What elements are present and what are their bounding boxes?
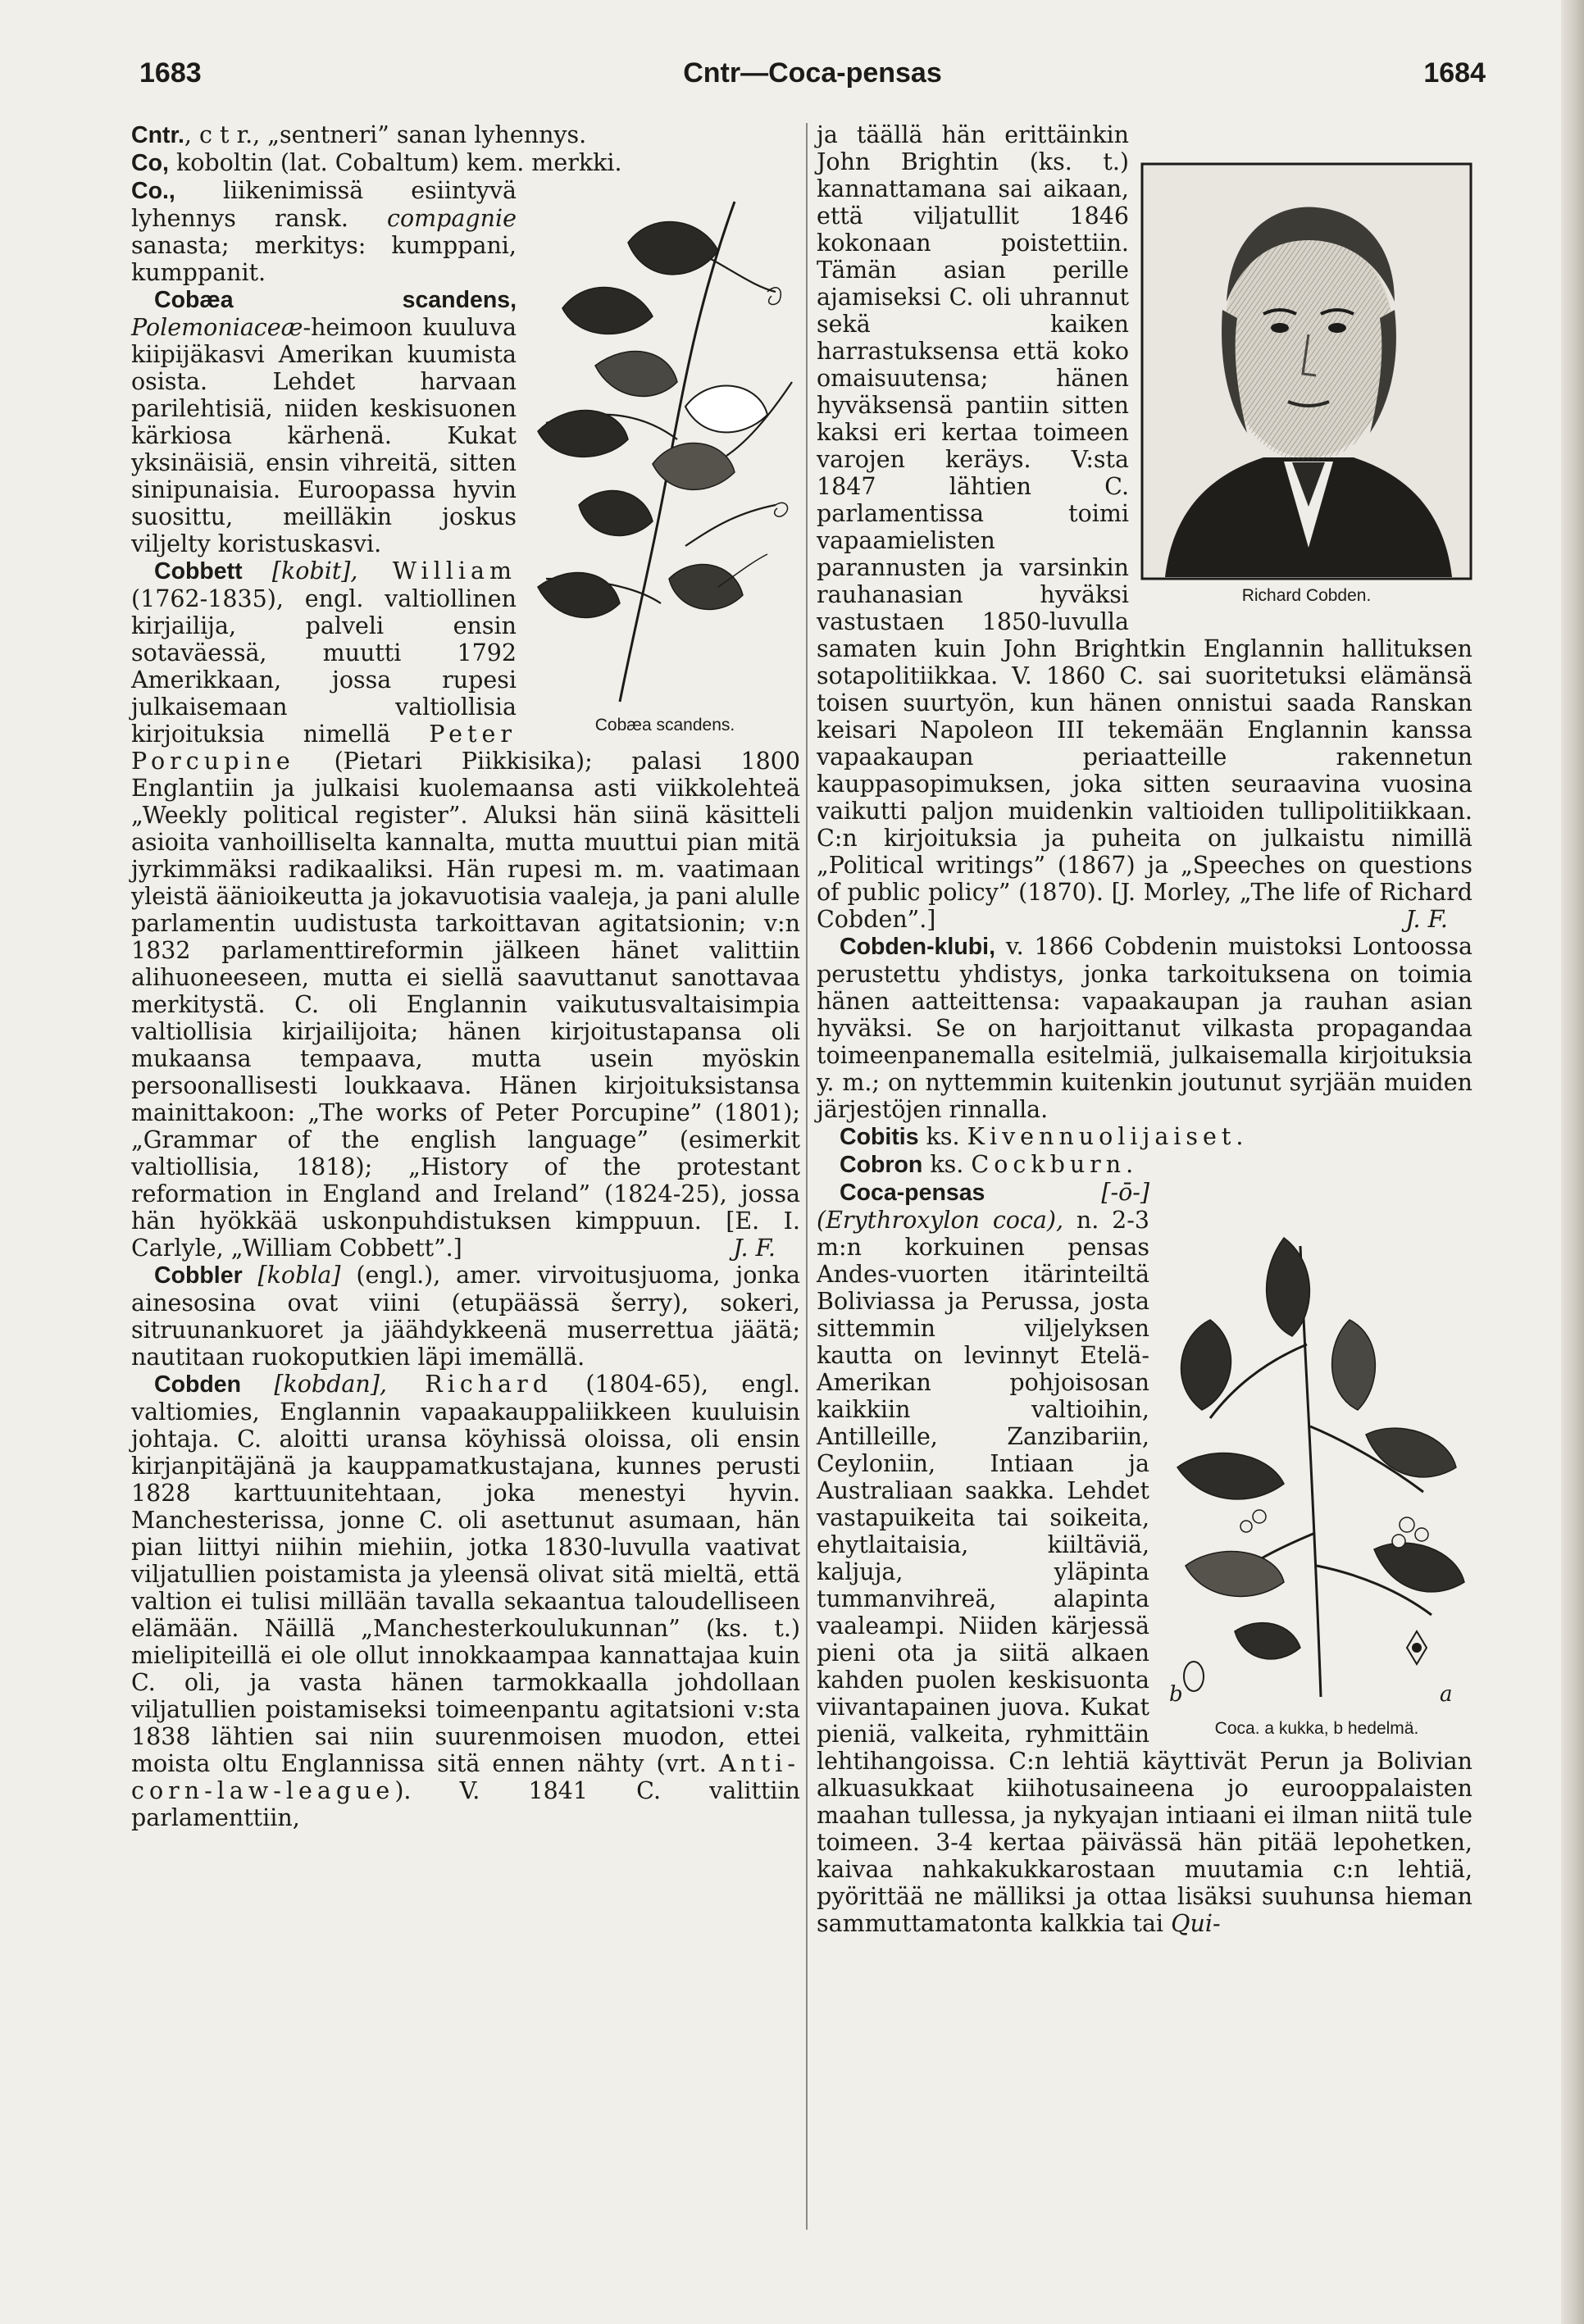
page-edge [1561, 0, 1584, 2324]
entry-text: (engl.), amer. virvoitusjuoma, jonka ainesosina ovat viini (etupäässä šerry), sokeri, sitruunankuoret ja jäähdykkeenä muserrettua jäätä; nautitaan ruokoputkien läpi imemällä. [131, 1262, 801, 1371]
headword: Cobden [154, 1371, 242, 1398]
italic-term: Polemoniaceæ [131, 314, 303, 341]
entry-text: (Pietari Piikkisika); palasi 1800 Englantiin ja julkaisi kuolemaansa asti viikkolehteä „Weekly political register”. Aluksi hän siinä käsitteli asioita vanhoilliselta kannalta, mutta muuttui pian mitä jyrkimmäksi radikaaliksi. Hän rupesi m. m. vaatimaan yleistä äänioikeutta ja jokavuotisia vaaleja, ja pani alulle parlamentin uudistusta tarkoittavan agitatsionin; v:n 1832 parlamenttireformin jälkeen hänet valittiin alihuoneeseen, mutta ei siellä saavuttanut sanottavaa merkitystä. C. oli Englannin vaikutusvaltaisimpia valtiollisia kirjailijoita; hänen kirjoitustapansa oli mukaansa tempaava, mutta usein myöskin persoonallisesti loukkaava. Hänen kirjoituksistansa mainittakoon: „The works of Peter Porcupine” (1801); „Grammar of the english language” (esimerkit valtiollisia, 1818); „History of the protestant reformation in England and Ireland” (1824-25), jossa hän hyökkää uskonpuhdistuksen kimppuun. [E. I. Carlyle, „William Cobbett”.] [131, 748, 800, 1262]
entry-text: -heimoon kuuluva kiipijäkasvi Amerikan kuumista osista. Lehdet harvaan parilehtisiä, niiden keskisuonen kärkiosa kärhenä. Kukat yksinäisiä, ensin vihreitä, sitten sinipunaisia. Euroopassa hyvin suosittu, meilläkin joskus viljelty koristuskasvi. [131, 314, 517, 557]
latin-name: (Erythroxylon coca), [817, 1207, 1064, 1234]
left-page-number: 1683 [139, 57, 202, 89]
entry-text: sanasta; merkitys: kumppani, kumppanit. [131, 232, 517, 286]
headword: Coca-pensas [840, 1180, 985, 1206]
spaced-name: Richard [386, 1371, 553, 1398]
entry-text: koboltin (lat. Cobaltum) kem. merkki. [168, 149, 622, 176]
spaced-reference: Cockburn. [971, 1151, 1139, 1178]
figure-label-a: a [1440, 1682, 1453, 1707]
cobaea-figure [530, 193, 800, 735]
coca-figure [1161, 1221, 1472, 1739]
headword: Cobæa scandens, [154, 287, 517, 313]
right-column [817, 121, 1472, 1937]
entry-cntr [131, 121, 800, 149]
spaced-reference: Kivennuolijaiset. [967, 1123, 1249, 1150]
italic-term: compagnie [387, 205, 517, 232]
entry-text: n. 2-3 m:n korkuinen pensas Andes-vuorten itärinteiltä Boliviassa ja Perussa, josta sittemmin viljelyksen kautta on levinnyt Etelä-Amerikan pohjoisosan kaikkiin valtioihin, Antilleille, Zanzibariin, Ceyloniin, Intiaan ja Australiaan saakka. Lehdet vastapuikeita tai soikeita, ehytlaitaisia, kiiltäviä, kaljuja, yläpinta tummanvihreä, alapinta vaaleampi. Niiden kärjessä pieni ota ja siitä alkaen kahden puolen keskisuonta viivantapainen juova. Kukat pieniä, valkeita, ryhmittäin lehtihangoissa. C:n lehtiä käyttivät Perun ja Bolivian alkuasukkaat kiihotusaineena jo eurooppalaisten maahan tullessa, ja nykyajan intiaani ei ilman niitä tule toimeen. 3-4 kertaa päivässä hän pitää lepohetken, kaivaa nahkakukkarostaan muutamia c:n lehtiä, pyörittää ne mälliksi ja ottaa lisäksi suuhunsa hieman sammuttamatonta kalkkia tai [817, 1207, 1472, 1937]
entry-text: ks. [922, 1151, 972, 1178]
left-column [131, 121, 800, 1831]
entry-cobden [131, 1371, 800, 1831]
pronunciation: [kobdan], [241, 1371, 387, 1398]
entry-cobron [817, 1151, 1472, 1179]
headword: Co, [131, 150, 169, 176]
spaced-name: William [357, 557, 517, 584]
author-signature: J. F. [733, 1235, 776, 1262]
portrait-engraving-icon [1140, 162, 1472, 580]
coca-caption: Coca. a kukka, b hedelmä. [1214, 1719, 1419, 1738]
entry-cobbler [131, 1262, 800, 1371]
right-page-number: 1684 [1423, 57, 1486, 89]
spaced-pseudonym: Peter Porcupine [131, 721, 517, 775]
pronunciation: [-ō-] [985, 1179, 1149, 1206]
author-signature: J. F. [1405, 906, 1448, 933]
spaced-reference: Anti-corn-law-league [131, 1750, 800, 1804]
headword: Cobden-klubi, [840, 934, 995, 960]
entry-text: v. 1866 Cobdenin muistoksi Lontoossa perustettu yhdistys, jonka tarkoituksena on toimia hänen aatteittensa: vapaakaupan ja rauhan asian hyväksi. Se on harjoittanut vilkasta propagandaa toimeenpanemalla esitelmiä, julkaisemalla kirjoituksia y. m.; on nyttemmin kuitenkin joutunut syrjään muiden järjestöjen rinnalla. [817, 933, 1472, 1123]
headword: Co., [131, 178, 175, 204]
entry-cobitis [817, 1123, 1472, 1151]
entry-text: ja täällä hän erittäinkin John Brightin (ks. t.) kannattamana sai aikaan, että viljatullit 1846 kokonaan poistettiin. Tämän asian perille ajamiseksi C. oli uhrannut sekä kaiken harrastuksensa että koko omaisuutensa; hänen hyväksensä pantiin sitten kaksi eri kertaa toimeen varojen keräys. V:sta 1847 lähtien C. parlamentissa toimi vapaamielisten parannusten ja varsinkin rauhanasian hyväksi vastustaen 1850-luvulla samaten kuin John Brightkin Englannin hallituksen sotapolitiikkaa. V. 1860 C. sai suoritetuksi elämänsä toisen suurtyön, kun hänen onnistui saada Ranskan keisari Napoleon III tekemään Englannin kanssa vapaakaupan periaatteille rakennetun kauppasopimuksen, joka sitten seuraavina vuosina vaikutti paljon muidenkin valtioiden tullipolitiikkaan. C:n kirjoituksia ja puheita on julkaistu nimillä „Political writings” (1867) ja „Speeches on questions of public policy” (1870). [J. Morley, „The life of Richard Cobden”.] [817, 121, 1472, 933]
figure-caption: Cobæa scandens. [594, 716, 735, 734]
headword: Cntr. [131, 122, 184, 148]
pronunciation: [kobla] [242, 1262, 341, 1289]
portrait-caption: Richard Cobden. [1241, 586, 1372, 605]
figure-label-b: b [1169, 1682, 1183, 1707]
headword: Cobron [840, 1152, 923, 1178]
coca-branch-illustration-icon [1161, 1221, 1472, 1713]
portrait-figure [1140, 162, 1472, 606]
entry-co-cobalt [131, 149, 800, 177]
headword: Cobbler [154, 1262, 243, 1289]
column-divider [806, 123, 808, 2230]
plant-illustration-icon [530, 193, 800, 710]
pronunciation: [kobit], [242, 557, 358, 584]
running-title: Cntr—Coca-pensas [683, 57, 942, 89]
entry-text: (1804-65), engl. valtiomies, Englannin vapaakauppaliikkeen kuuluisin johtaja. C. aloitti uransa köyhissä oloissa, oli ensin kirjanpitäjänä ja kauppamatkustajana, kunnes perusti 1828 karttuunitehtaan, joka menestyi hyvin. Manchesterissa, jonne C. oli asettunut asumaan, hän pian liittyi niihin miehiin, jotka 1830-luvulla vaativat viljatullien poistamista ja yleensä olivat sitä mieltä, että valtion ei tulisi millään tavalla sekaantua taloudelliseen elämään. Näillä „Manchesterkoulukunnan” (ks. t.) mielipiteillä ei ole ollut innokkaampaa kannattajaa kuin C. oli, ja vasta hänen tarmokkaalla johdollaan viljatullien poistamiseksi toimeenpantu agitatsioni v:sta 1838 lähtien sai niin suurenmoisen muodon, ettei moista oltu Englannissa sitä ennen nähty (vrt. [131, 1371, 800, 1777]
headword: Cobitis [840, 1124, 919, 1150]
headword: Cobbett [154, 558, 243, 584]
entry-text: liikenimissä esiintyvä lyhennys ransk. [131, 177, 517, 232]
page-header [139, 57, 1486, 107]
entry-text: , c t r., „sentneri” sanan lyhennys. [184, 121, 587, 148]
italic-term: Qui- [1171, 1910, 1221, 1937]
entry-cobden-klubi [817, 933, 1472, 1123]
entry-text: ks. [918, 1123, 967, 1150]
entry-text: (1762-1835), engl. valtiollinen kirjailija, palveli ensin sotaväessä, muutti 1792 Amerikkaan, jossa rupesi julkaisemaan valtiollisia kirjoituksia nimellä [131, 585, 517, 748]
entry-text: ). V. 1841 C. valittiin parlamenttiin, [131, 1777, 800, 1831]
